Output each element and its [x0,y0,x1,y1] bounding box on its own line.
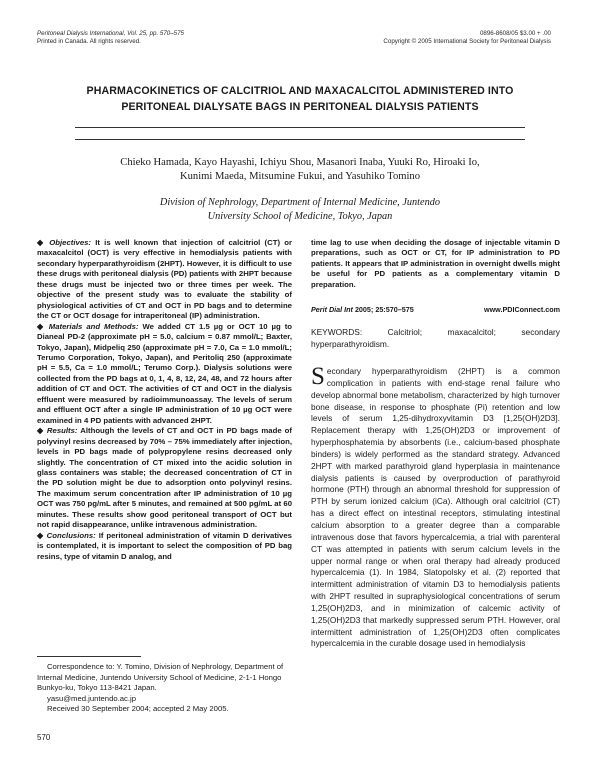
methods-label: Materials and Methods: [48,321,139,331]
abstract-conclusions: ◆ Conclusions: If peritoneal administration of vitamin D derivatives is contemplated, it is important to select the composition of PD bag resins, type of vitamin D analog, and [37,530,292,561]
affiliation-line-2: University School of Medicine, Tokyo, Japan [207,211,393,222]
affiliation [90,196,510,224]
received-dates: Received 30 September 2004; accepted 2 May 2005. [47,704,229,714]
drop-cap: S [311,363,325,390]
title-rule-top [75,127,525,128]
citation-ref [311,305,414,314]
authors-line-1: Chieko Hamada, Kayo Hayashi, Ichiyu Shou, Masanori Inaba, Yuuki Ro, Hiroaki Io, [120,157,480,168]
running-header-right [383,30,551,47]
journal-url[interactable]: www.PDIConnect.com [483,305,560,314]
abstract-continuation: time lag to use when deciding the dosage of injectable vitamin D preparations, such as OCT or CT, for IP administration to PD patients. It appears that IP administration in overnight dwells might be useful for PD patients as a complementary vitamin D preparation. [311,238,560,289]
article-title: PHARMACOKINETICS OF CALCITRIOL AND MAXACALCITOL ADMINISTERED INTO PERITONEAL DIALYSATE BAGS IN PERITONEAL DIALYSIS PATIENTS [86,85,514,113]
introduction-text [311,363,560,650]
title-rule-bottom [75,139,525,140]
methods-text: We added CT 1.5 µg or OCT 10 µg to Dianeal PD-2 (approximate pH = 5.0, calcium = 0.87 mmol/L; Baxter, Tokyo, Japan), Midpeliq 250 (approximate pH = 7.0, Ca = 1.0 mmol/L; Terumo Corporation, Tokyo, Japan), and Peritoliq 250 (approximate pH = 5.5, Ca = 1.0 mmol/L; Terumo Corp.). Dialysis solutions were collected from the PD bags at 0, 1, 4, 8, 12, 24, 48, and 72 hours after addition of CT and OCT. The activities of CT and OCT in the dialysis effluent were measured by radioimmunoassay. The levels of serum and effluent OCT after a single IP administration of 10 µg OCT were examined in 4 PD patients with advanced 2HPT. [37,321,293,425]
abstract-objectives: ◆ Objectives: It is well known that injection of calcitriol (CT) or maxacalcitol (OCT) is very effective in hemodialysis patients with secondary hyperparathyroidism (2HPT). However, it is difficult to use these drugs with peritoneal dialysis (PD) patients with 2HPT because these drugs must be injected two or three times per week. The objective of the present study was to evaluate the stability of physiological activities of CT and OCT in PD bags and to determine the CT or OCT dosage for intraperitoneal (IP) administration. [37,238,292,321]
authors-line-2: Kunimi Maeda, Mitsumine Fukui, and Yasuhiko Tomino [179,171,421,182]
journal-info: Peritoneal Dialysis International, Vol. 25, pp. 570–575 [37,30,184,37]
abstract-methods: ◆ Materials and Methods: We added CT 1.5 µg or OCT 10 µg to Dianeal PD-2 (approximate pH = 5.0, calcium = 0.87 mmol/L; Baxter, Tokyo, Japan), Midpeliq 250 (approximate pH = 7.0, Ca = 1.0 mmol/L; Terumo Corporation, Tokyo, Japan), and Peritoliq 250 (approximate pH = 5.5, Ca = 1.0 mmol/L; Terumo Corp.). Dialysis solutions were collected from the PD bags at 0, 1, 4, 8, 12, 24, 48, and 72 hours after addition of CT and OCT. The activities of CT and OCT in the dialysis effluent were measured by radioimmunoassay. The levels of serum and effluent OCT after a single IP administration of 10 µg OCT were examined in 4 PD patients with advanced 2HPT. [37,321,293,425]
copyright-info: Copyright © 2005 International Society for Peritoneal Dialysis [383,38,551,46]
correspondence-email[interactable]: yasu@med.juntendo.ac.jp [47,693,137,703]
intro-paragraph: econdary hyperparathyroidism (2HPT) is a common complication in patients with end-stage renal failure who develop abnormal bone metabolism, characterized by high turnover bone disease, in response to phosphate (Pi) retention and low levels of serum 1,25-dihydroxyvitamin D3 [1,25(OH)2D3]. Replacement therapy with 1,25(OH)2D3 or improvement of hyperphosphatemia by absorbents (i.e., calcium-based phosphate binders) is widely performed as the standard strategy. Advanced 2HPT with marked parathyroid gland hyperplasia in maintenance dialysis patients is caused by overproduction of parathyroid hormone (PTH) through an abnormal threshold for suppression of PTH by serum ionized calcium (iCa). Although oral calcitriol (CT) has a direct effect on intestinal receptors, stimulating intestinal calcium absorption to a greater degree than a comparable intravenous dose that favors hypercalcemia, a trial with parenteral CT was attempted in patients with serum calcium levels in the upper normal range or when oral therapy had already produced hypercalcemia (1). In 1984, Slatopolsky et al. (2) reported that intermittent administration of vitamin D3 to hemodialysis patients with 2HPT resulted in supraphysiological concentrations of serum 1,25(OH)2D3, and in minimization of calcemic activity of 1,25(OH)2D3 that markedly suppressed serum PTH. However, oral intermittent administration of 1,25(OH)2D3 often complicates hypercalcemia in the curable dosage used in hemodialysis [311,366,560,649]
objectives-text: It is well known that injection of calcitriol (CT) or maxacalcitol (OCT) is very effective in hemodialysis patients with secondary hyperparathyroidism (2HPT). However, it is difficult to use these drugs with peritoneal dialysis (PD) patients with 2HPT because these drugs must be injected two or three times per week. The objective of the present study was to evaluate the stability of physiological activities of CT and OCT in PD bags and to determine the CT or OCT dosage for intraperitoneal (IP) administration. [37,238,292,321]
citation-line [311,305,560,314]
affiliation-line-1: Division of Nephrology, Department of Internal Medicine, Juntendo [159,197,441,208]
conclusions-label: Conclusions: [46,530,96,540]
print-info: Printed in Canada. All rights reserved. [37,38,141,46]
running-header-left [37,30,184,47]
keywords: KEYWORDS: Calcitriol; maxacalcitol; secondary hyperparathyroidism. [311,327,560,350]
objectives-label: Objectives: [49,238,92,247]
footnote-rule [37,656,141,657]
results-text: Although the levels of CT and OCT in PD bags made of polyvinyl resins decreased by 70% – 75% immediately after injection, levels in PD bags made of polypropylene resins decreased only slightly. The concentration of CT mixed into the acidic solution in glass containers was stable; the decreased concentration of CT in the PD solution might be due to adsorption onto polyvinyl resins. The maximum serum concentration after IP administration of 10 µg OCT was 750 pg/mL after 5 minutes, and remained at 500 pg/mL at 60 minutes. These results show good peritoneal transport of OCT but not rapid disappearance, unlike intravenous administration. [37,426,292,530]
page-number: 570 [37,733,51,742]
conclusions-text: If peritoneal administration of vitamin D derivatives is contemplated, it is important to select the composition of PD bag resins, type of vitamin D analog, and [37,530,292,561]
abstract [37,238,292,562]
correspondence: Correspondence to: Y. Tomino, Division of Nephrology, Department of Internal Medicine, Juntendo University School of Medicine, 2-1-1 Hongo Bunkyo-ku, Tokyo 113-8421 Japan. [37,662,284,693]
abstract-results: ◆ Results: Although the levels of CT and OCT in PD bags made of polyvinyl resins decreased by 70% – 75% immediately after injection, levels in PD bags made of polypropylene resins decreased only slightly. The concentration of CT mixed into the acidic solution in glass containers was stable; the decreased concentration of CT in the PD solution might be due to adsorption onto polyvinyl resins. The maximum serum concentration after IP administration of 10 µg OCT was 750 pg/mL after 5 minutes, and remained at 500 pg/mL at 60 minutes. These results show good peritoneal transport of OCT but not rapid disappearance, unlike intravenous administration. [37,426,292,530]
citation-journal: Perit Dial Int [311,305,353,314]
citation-volume: 2005; 25:570–575 [354,305,414,314]
footnote [37,662,292,715]
issn-info: 0896-8608/05 $3.00 + .00 [479,30,551,37]
author-list [90,156,510,184]
results-label: Results: [46,426,78,436]
